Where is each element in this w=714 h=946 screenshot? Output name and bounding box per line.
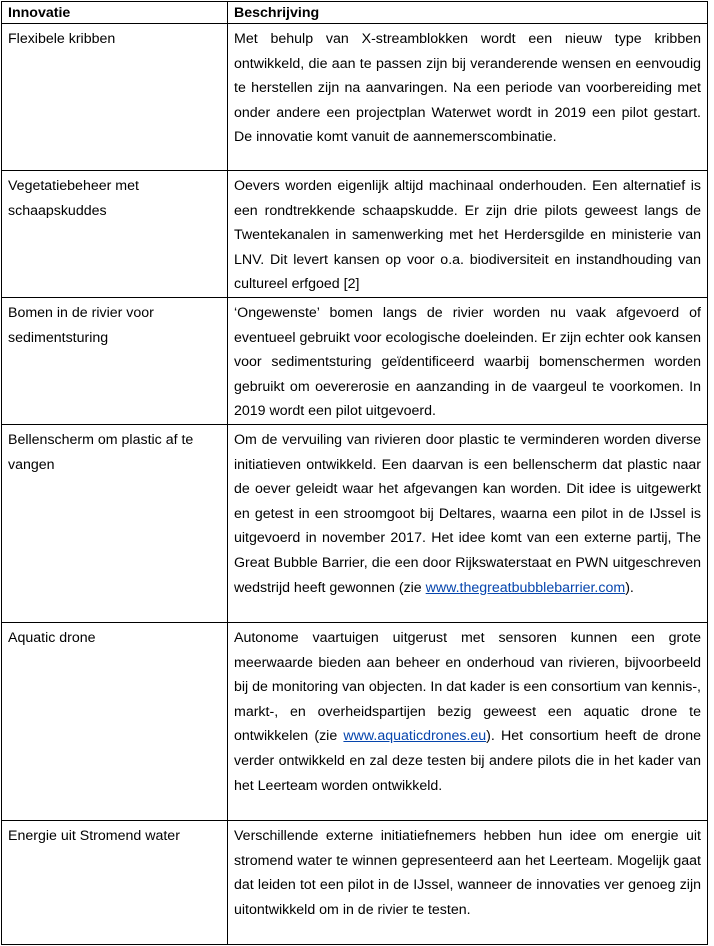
- innovation-name: Vegetatiebeheer met schaapskuddes: [2, 171, 228, 298]
- table-row: [2, 622, 708, 820]
- innovation-name: Bomen in de rivier voor sedimentsturing: [2, 297, 228, 424]
- table-row: [2, 171, 708, 298]
- innovation-description: Met behulp van X-streamblokken wordt een nieuw type kribben ontwikkeld, die aan te passen zijn bij veranderende wensen en eenvoudig te herstellen zijn na aanvaringen. Na een periode van voorbereiding met onder andere een projectplan Waterwet wordt in 2019 een pilot gestart. De innovatie komt vanuit de aannemerscombinatie.: [228, 24, 708, 171]
- innovations-table: [1, 1, 708, 945]
- table-row: [2, 297, 708, 424]
- innovation-description: [228, 622, 708, 820]
- innovation-name: Flexibele kribben: [2, 24, 228, 171]
- table-row: [2, 24, 708, 171]
- table-header-row: [2, 2, 708, 24]
- innovation-description: Verschillende externe initiatiefnemers hebben hun idee om energie uit stromend water te winnen gepresenteerd aan het Leerteam. Mogelijk gaat dat leiden tot een pilot in de IJssel, wanneer de innovaties ver genoeg zijn uitontwikkeld om in de rivier te testen.: [228, 820, 708, 944]
- innovation-description: [228, 424, 708, 622]
- table-row: [2, 424, 708, 622]
- description-text: Om de vervuiling van rivieren door plastic te verminderen worden diverse initiatieven ontwikkeld. Een daarvan is een bellenscherm dat plastic naar de oever geleidt waar het afgevangen kan worden. Dit idee is uitgewerkt en getest in een stroomgoot bij Deltares, waarna een pilot in de IJssel is uitgevoerd in november 2017. Het idee komt van een externe partij, The Great Bubble Barrier, die een door Rijkswaterstaat en PWN uitgeschreven wedstrijd heeft gewonnen (zie: [234, 431, 701, 596]
- innovation-description: ‘Ongewenste’ bomen langs de rivier worden nu vaak afgevoerd of eventueel gebruikt voor ecologische doeleinden. Er zijn echter ook kansen voor sedimentsturing geïdentificeerd waarbij bomenschermen worden gebruikt om oevererosie en aanzanding in de vaargeul te voorkomen. In 2019 wordt een pilot uitgevoerd.: [228, 297, 708, 424]
- description-tail: ). Het consortium heeft de drone verder ontwikkeld en zal deze testen bij andere pilots die in het kader van het Leerteam worden ontwikkeld.: [234, 728, 701, 794]
- header-innovatie: Innovatie: [2, 2, 228, 24]
- aquatic-drones-link[interactable]: www.aquaticdrones.eu: [343, 728, 487, 745]
- innovation-name: Bellenscherm om plastic af te vangen: [2, 424, 228, 622]
- innovation-name: Energie uit Stromend water: [2, 820, 228, 944]
- innovation-description: Oevers worden eigenlijk altijd machinaal onderhouden. Een alternatief is een rondtrekkende schaapskudde. Er zijn drie pilots geweest langs de Twentekanalen in samenwerking met het Herdersgilde en ministerie van LNV. Dit levert kansen op voor o.a. biodiversiteit en instandhouding van cultureel erfgoed [2]: [228, 171, 708, 298]
- bubble-barrier-link[interactable]: www.thegreatbubblebarrier.com: [425, 579, 626, 596]
- innovation-name: Aquatic drone: [2, 622, 228, 820]
- table-row: [2, 820, 708, 944]
- header-beschrijving: Beschrijving: [228, 2, 708, 24]
- description-tail: ).: [625, 579, 634, 596]
- description-text: Autonome vaartuigen uitgerust met sensoren kunnen een grote meerwaarde bieden aan beheer en onderhoud van rivieren, bijvoorbeeld bij de monitoring van objecten. In dat kader is een consortium van kennis-, markt-, en overheidspartijen bezig geweest een aquatic drone te ontwikkelen (zie: [234, 629, 701, 745]
